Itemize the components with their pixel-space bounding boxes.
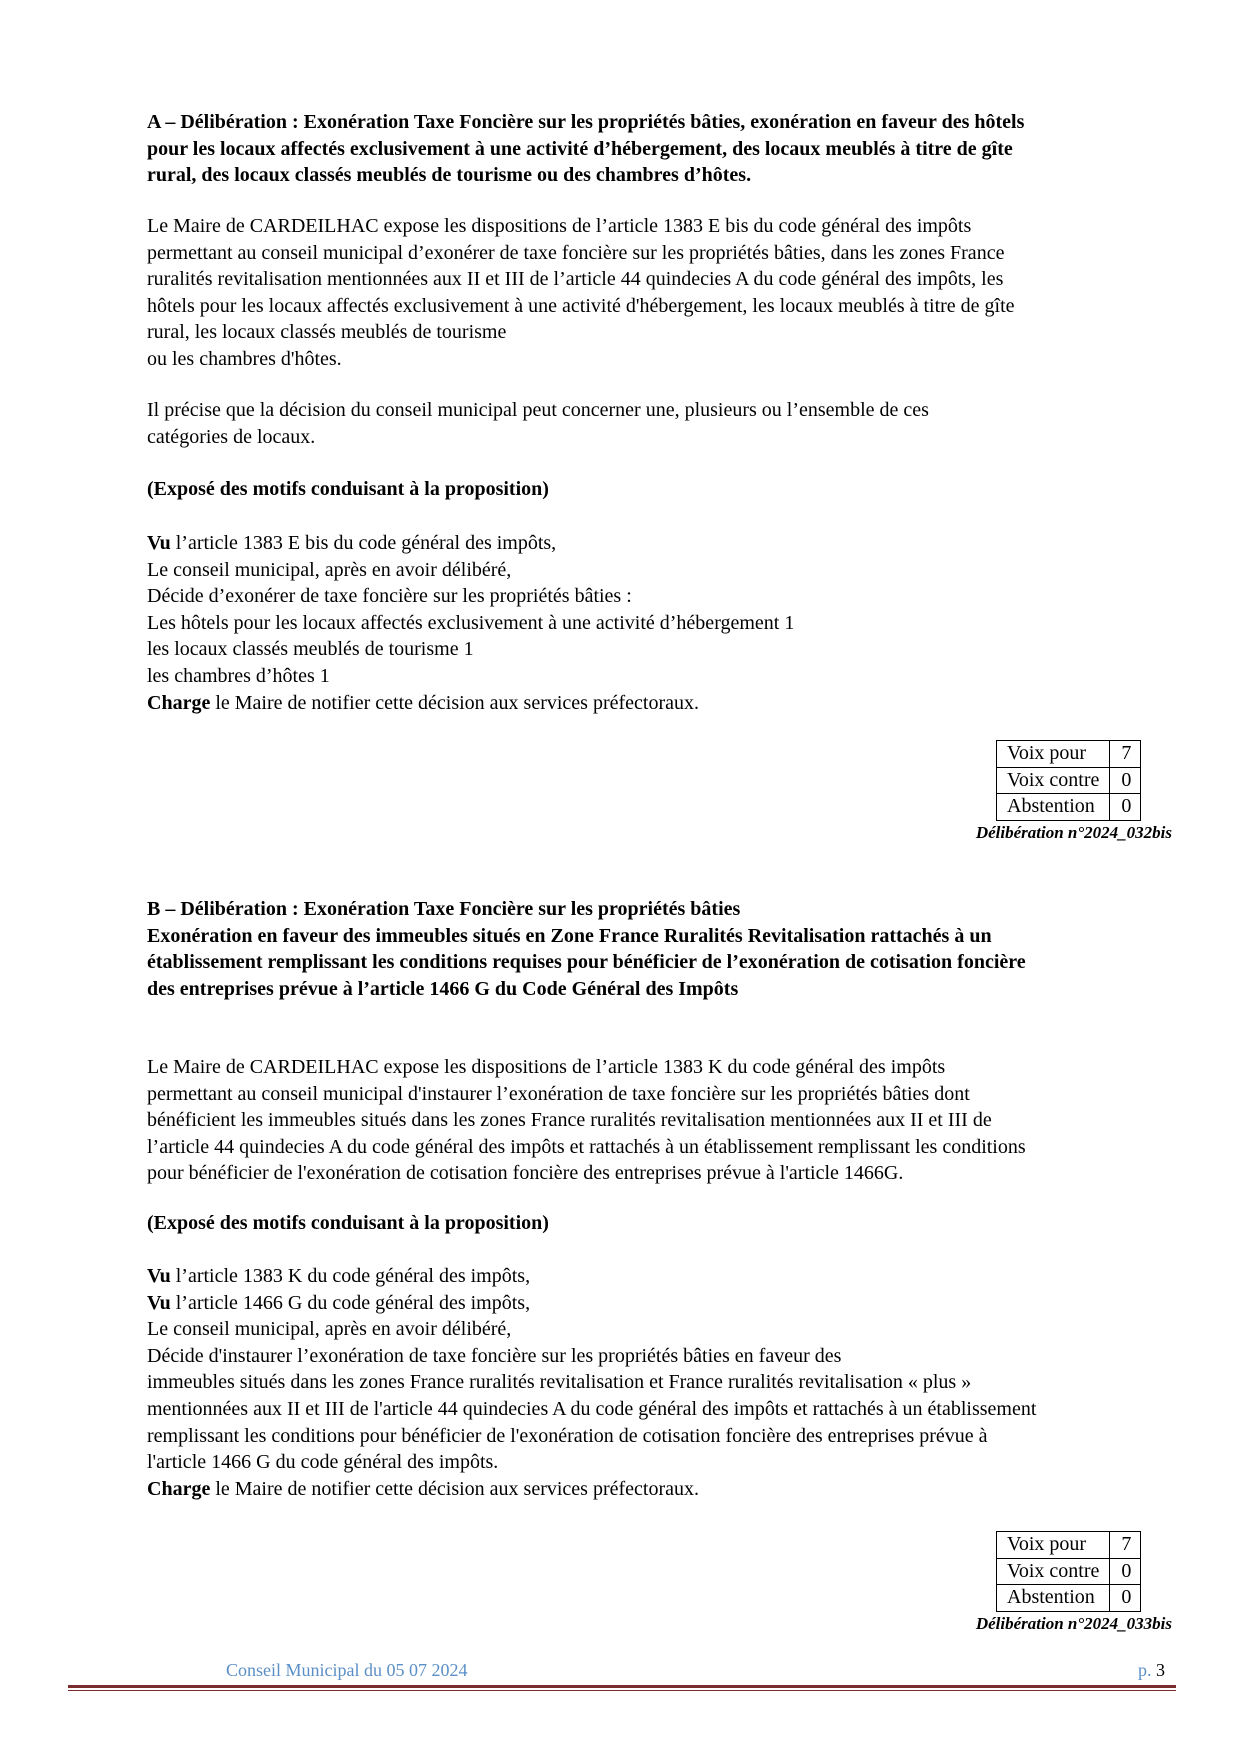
vote-count: 0 <box>1110 794 1141 821</box>
section-b-intro-line: pour bénéficier de l'exonération de cotisation foncière des entreprises prévue à l'article 1466G. <box>147 1162 904 1185</box>
section-b-motifs: (Exposé des motifs conduisant à la proposition) <box>147 1212 549 1234</box>
charge-text: le Maire de notifier cette décision aux services préfectoraux. <box>210 1477 699 1500</box>
section-a-votes-table <box>996 740 1141 821</box>
page-number: 3 <box>1156 1660 1165 1680</box>
vote-label: Abstention <box>997 1585 1110 1612</box>
section-a-decision-line: Décide d’exonérer de taxe foncière sur les propriétés bâties : <box>147 585 632 608</box>
section-a-intro-line: rural, les locaux classés meublés de tourisme <box>147 321 507 344</box>
footer-rule-thin <box>68 1690 1176 1691</box>
section-b-intro <box>147 1054 1172 1187</box>
section-b-votes-table <box>996 1531 1141 1612</box>
section-b-deliberation-number: Délibération n°2024_033bis <box>975 1614 1172 1633</box>
section-b-vu-line <box>147 1290 1172 1317</box>
charge-text: le Maire de notifier cette décision aux services préfectoraux. <box>210 691 699 714</box>
footer-rule <box>68 1685 1176 1688</box>
section-a-title-line: rural, des locaux classés meublés de tourisme ou des chambres d’hôtes. <box>147 164 752 187</box>
vote-count: 7 <box>1110 741 1141 768</box>
table-row <box>997 767 1141 794</box>
section-a-charge-line <box>147 690 1172 717</box>
section-b-intro-line: bénéficient les immeubles situés dans les zones France ruralités revitalisation mentionnées aux II et III de <box>147 1109 992 1132</box>
section-a-intro-line: ruralités revitalisation mentionnées aux II et III de l’article 44 quindecies A du code général des impôts, les <box>147 268 1004 291</box>
section-b-title-line: Exonération en faveur des immeubles situés en Zone France Ruralités Revitalisation rattachés à un <box>147 924 992 947</box>
section-a-intro <box>147 213 1172 373</box>
section-a-title <box>147 109 1172 189</box>
section-b-intro-line: permettant au conseil municipal d'instaurer l’exonération de taxe foncière sur les propriétés bâties dont <box>147 1082 970 1105</box>
section-a-precision <box>147 397 1172 450</box>
vote-count: 7 <box>1110 1532 1141 1559</box>
vote-count: 0 <box>1110 1558 1141 1585</box>
footer-meeting-date: Conseil Municipal du 05 07 2024 <box>226 1660 468 1680</box>
section-a-decision-line: les locaux classés meublés de tourisme 1 <box>147 638 474 661</box>
section-a-motifs: (Exposé des motifs conduisant à la proposition) <box>147 478 549 500</box>
section-a-intro-line: Le Maire de CARDEILHAC expose les dispositions de l’article 1383 E bis du code général des impôts <box>147 215 972 237</box>
charge-label: Charge <box>147 691 211 714</box>
section-b-decision-line: l'article 1466 G du code général des impôts. <box>147 1451 499 1474</box>
section-b-decision-line: remplissant les conditions pour bénéficier de l'exonération de cotisation foncière des entreprises prévue à <box>147 1424 988 1447</box>
vu-label: Vu <box>147 1291 171 1314</box>
section-a-deliberation-number: Délibération n°2024_032bis <box>975 823 1172 842</box>
section-a-decision <box>147 530 1172 716</box>
section-b-title-line: établissement remplissant les conditions requises pour bénéficier de l’exonération de cotisation foncière <box>147 951 1026 974</box>
section-b-decision-line: immeubles situés dans les zones France ruralités revitalisation et France ruralités revitalisation « plus » <box>147 1371 972 1394</box>
section-a-decision-line: Le conseil municipal, après en avoir délibéré, <box>147 558 512 581</box>
table-row <box>997 741 1141 768</box>
section-a-intro-line: hôtels pour les locaux affectés exclusivement à une activité d'hébergement, les locaux meublés à titre de gîte <box>147 294 1015 317</box>
section-a-precision-line: Il précise que la décision du conseil municipal peut concerner une, plusieurs ou l’ensemble de ces <box>147 399 929 421</box>
section-b-title-line: B – Délibération : Exonération Taxe Foncière sur les propriétés bâties <box>147 898 741 920</box>
section-b-title <box>147 896 1172 1002</box>
section-a-title-line: A – Délibération : Exonération Taxe Foncière sur les propriétés bâties, exonération en faveur des hôtels <box>147 111 1025 133</box>
vu-label: Vu <box>147 532 171 554</box>
vu-label: Vu <box>147 1265 171 1287</box>
section-b-intro-line: l’article 44 quindecies A du code général des impôts et rattachés à un établissement remplissant les conditions <box>147 1135 1026 1158</box>
vote-count: 0 <box>1110 767 1141 794</box>
section-b-decision-line: Le conseil municipal, après en avoir délibéré, <box>147 1318 512 1341</box>
section-a-title-line: pour les locaux affectés exclusivement à une activité d’hébergement, des locaux meublés à titre de gîte <box>147 137 1013 160</box>
vu-text: l’article 1383 K du code général des impôts, <box>170 1265 531 1287</box>
section-b-decision-line: Décide d'instaurer l’exonération de taxe foncière sur les propriétés bâties en faveur des <box>147 1344 842 1367</box>
table-row <box>997 794 1141 821</box>
page-prefix: p. <box>1138 1660 1152 1680</box>
section-a-precision-line: catégories de locaux. <box>147 425 316 448</box>
section-a-decision-line: Les hôtels pour les locaux affectés exclusivement à une activité d’hébergement 1 <box>147 611 795 634</box>
section-b-decision-line: mentionnées aux II et III de l'article 44 quindecies A du code général des impôts et rattachés à un établissement <box>147 1397 1037 1420</box>
section-a-intro-line: permettant au conseil municipal d’exonérer de taxe foncière sur les propriétés bâties, dans les zones France <box>147 241 1005 264</box>
section-b-title-line: des entreprises prévue à l’article 1466 G du Code Général des Impôts <box>147 977 739 1000</box>
section-b-intro-line: Le Maire de CARDEILHAC expose les dispositions de l’article 1383 K du code général des impôts <box>147 1056 946 1078</box>
vote-label: Voix pour <box>997 741 1110 768</box>
section-b-vu-line <box>147 1263 1172 1290</box>
section-a-intro-line: ou les chambres d'hôtes. <box>147 347 342 370</box>
charge-label: Charge <box>147 1477 211 1500</box>
footer-page-number <box>1138 1660 1165 1681</box>
section-b-charge-line <box>147 1476 1172 1503</box>
table-row <box>997 1585 1141 1612</box>
vote-label: Abstention <box>997 794 1110 821</box>
vote-label: Voix pour <box>997 1532 1110 1559</box>
vu-text: l’article 1466 G du code général des impôts, <box>170 1291 531 1314</box>
section-b-decision <box>147 1263 1172 1502</box>
table-row <box>997 1558 1141 1585</box>
section-a-vu-line <box>147 530 1172 557</box>
table-row <box>997 1532 1141 1559</box>
vu-text: l’article 1383 E bis du code général des impôts, <box>170 532 557 554</box>
vote-label: Voix contre <box>997 1558 1110 1585</box>
vote-label: Voix contre <box>997 767 1110 794</box>
vote-count: 0 <box>1110 1585 1141 1612</box>
section-a-decision-line: les chambres d’hôtes 1 <box>147 664 330 687</box>
